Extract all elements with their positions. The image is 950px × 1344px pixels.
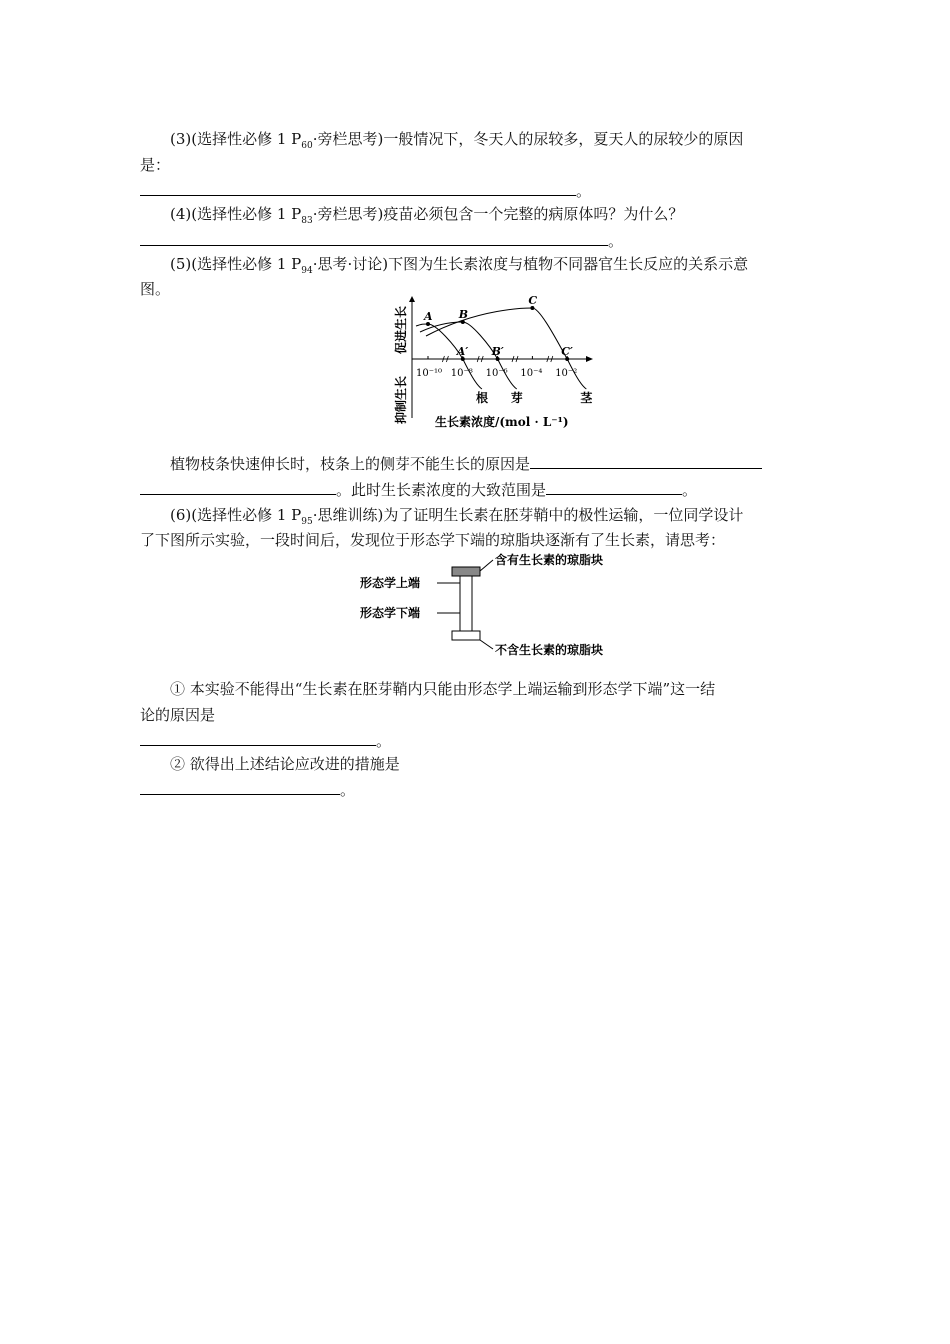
q5-sentence-1	[140, 451, 842, 477]
q4-end: 。	[608, 232, 624, 250]
series-name-label: 根	[475, 391, 488, 405]
lower-end-label: 形态学下端	[360, 606, 421, 620]
q3-text-b: ·旁栏思考)一般情况下，冬天人的尿较多，夏天人的尿较少的原因	[312, 130, 744, 148]
x-axis-arrow	[586, 356, 593, 362]
x-tick-label: 10⁻²	[555, 368, 578, 379]
q6-answer-blank-2[interactable]	[140, 779, 340, 795]
q6-text-b: ·思维训练)为了证明生长素在胚芽鞘中的极性运输，一位同学设计	[312, 506, 744, 524]
q3-page-sub: 60	[301, 141, 313, 151]
x-tick-label: 10⁻⁴	[520, 368, 543, 379]
zero-label: B′	[491, 345, 504, 358]
q6-line-2: 了下图所示实验，一段时间后，发现位于形态学下端的琼脂块逐渐有了生长素，请思考：	[140, 531, 726, 549]
ylabel-promote: 促进生长	[394, 305, 408, 354]
x-tick-label: 10⁻¹⁰	[416, 368, 443, 379]
q5-page-sub: 94	[301, 266, 313, 276]
q6-sub-2-answer	[140, 777, 812, 803]
bottom-agar-block	[452, 631, 480, 640]
x-tick-label: 10⁻⁸	[450, 368, 473, 379]
q4-text-a: (4)(选择性必修 1 P	[170, 205, 302, 223]
curve-根	[416, 324, 482, 389]
peak-label: A	[424, 310, 433, 323]
q6-end-2: 。	[340, 781, 356, 799]
q6-sub-2: ② 欲得出上述结论应改进的措施是	[170, 755, 400, 773]
q5-answer-blank-3[interactable]	[546, 479, 682, 495]
q3-line-2: 是：	[140, 156, 171, 174]
q5-answer-blank-2[interactable]	[140, 479, 336, 495]
top-block-label: 含有生长素的琼脂块	[495, 553, 604, 567]
series-name-label: 芽	[510, 391, 523, 405]
q5-after-1: 植物枝条快速伸长时，枝条上的侧芽不能生长的原因是	[170, 455, 531, 473]
q3-answer-blank[interactable]	[140, 180, 576, 196]
top-agar-block	[452, 567, 480, 576]
zero-label: A′	[456, 345, 469, 358]
q6-sub-1b: 论的原因是	[140, 706, 216, 724]
auxin-response-chart	[390, 296, 600, 436]
ylabel-inhibit: 抑制生长	[394, 375, 408, 424]
q5-line-2: 图。	[140, 280, 171, 298]
upper-end-label: 形态学上端	[360, 576, 421, 590]
q5-answer-blank-1[interactable]	[530, 453, 762, 469]
q4-text-b: ·旁栏思考)疫苗必须包含一个完整的病原体吗？为什么？	[312, 205, 684, 223]
q4-page-sub: 83	[301, 216, 313, 226]
q6-sub-1a: ① 本实验不能得出“生长素在胚芽鞘内只能由形态学上端运输到形态学下端”这一结	[170, 680, 716, 698]
q5-sentence-2	[140, 477, 812, 503]
q6-end-1: 。	[376, 732, 392, 750]
q4-answer-blank[interactable]	[140, 230, 608, 246]
y-axis-arrow	[409, 296, 415, 302]
bottom-block-pointer	[480, 640, 493, 649]
peak-label: C	[528, 296, 538, 307]
bottom-block-label: 不含生长素的琼脂块	[495, 643, 604, 657]
series-name-label: 茎	[580, 391, 593, 405]
q3-end: 。	[576, 182, 592, 200]
q6-answer-blank-1[interactable]	[140, 730, 376, 746]
zero-label: C′	[561, 345, 573, 358]
q5-end: 。	[682, 481, 698, 499]
peak-label: B	[458, 308, 469, 321]
xlabel: 生长素浓度/(mol · L⁻¹)	[435, 415, 569, 429]
q5-after-2: 。此时生长素浓度的大致范围是	[336, 481, 547, 499]
q3-text-a: (3)(选择性必修 1 P	[170, 130, 302, 148]
top-block-pointer	[480, 560, 493, 571]
q5-text-a: (5)(选择性必修 1 P	[170, 255, 302, 273]
q5-text-b: ·思考·讨论)下图为生长素浓度与植物不同器官生长反应的关系示意	[312, 255, 749, 273]
coleoptile-segment	[460, 576, 472, 631]
q6-text-a: (6)(选择性必修 1 P	[170, 506, 302, 524]
q6-page-sub: 95	[301, 517, 313, 527]
x-tick-label: 10⁻⁶	[485, 368, 508, 379]
experiment-diagram	[355, 552, 655, 664]
